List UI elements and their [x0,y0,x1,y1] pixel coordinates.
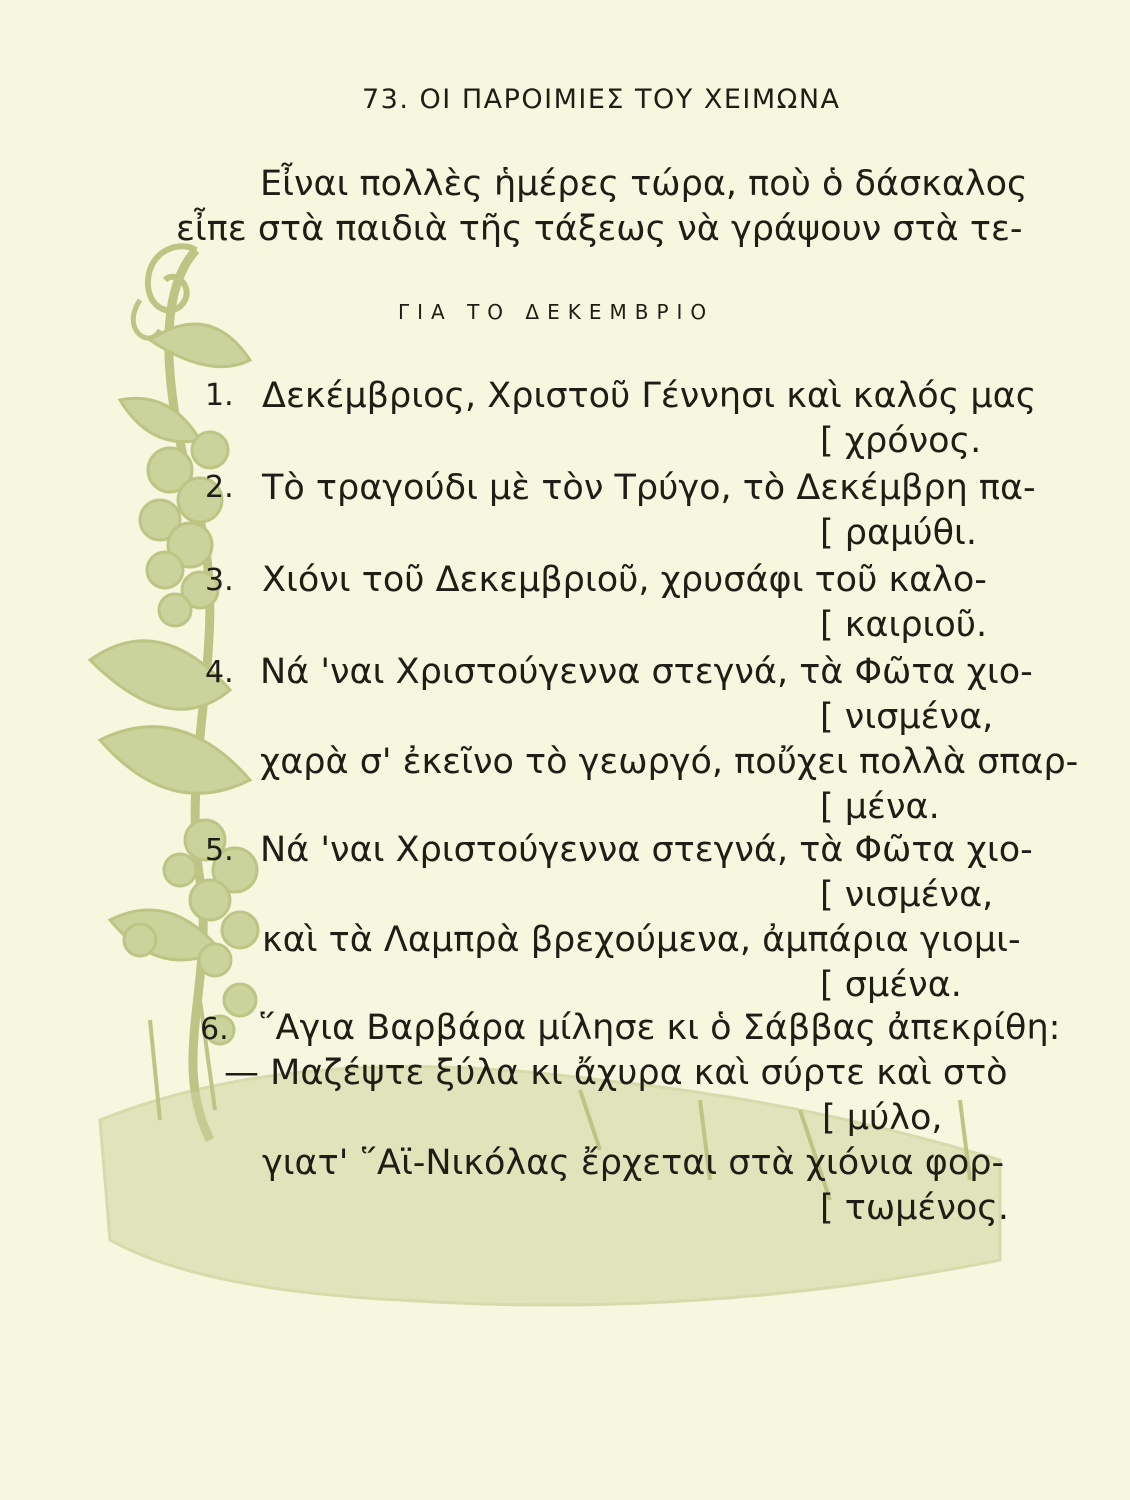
proverb-4-number: 4. [205,655,234,690]
proverb-6-number: 6. [200,1012,229,1047]
proverb-4-line-2: [ νισμένα, [820,697,994,737]
intro-line-2: εἶπε στὰ παιδιὰ τῆς τάξεως νὰ γράψουν στὰ τε- [176,209,1023,249]
proverb-6-line-3: [ μύλο, [822,1098,943,1138]
proverb-2-continuation: [ ραμύθι. [820,513,977,553]
proverb-4-continuation: [ μένα. [820,787,940,827]
proverb-4-line-3: χαρὰ σ' ἐκεῖνο τὸ γεωργό, ποὔχει πολλὰ σπαρ- [260,742,1079,782]
proverb-1-line-1: Δεκέμβριος, Χριστοῦ Γέννησι καὶ καλός μας [262,376,1037,416]
section-title: ΓΙΑ ΤΟ ΔΕΚΕΜΒΡΙΟ [398,300,715,324]
proverb-5-line-1: Νά 'ναι Χριστούγεννα στεγνά, τὰ Φῶτα χιο- [260,830,1033,870]
intro-line-1: Εἶναι πολλὲς ἡμέρες τώρα, ποὺ ὁ δάσκαλος [260,164,1028,204]
proverb-5-continuation: [ σμένα. [820,965,962,1005]
proverb-6-continuation: [ τωμένος. [820,1188,1009,1228]
proverb-3-continuation: [ καιριοῦ. [820,605,988,645]
proverb-5-number: 5. [205,833,234,868]
proverb-2-line-1: Τὸ τραγούδι μὲ τὸν Τρύγο, τὸ Δεκέμβρη πα- [262,468,1036,508]
proverb-1-continuation: [ χρόνος. [820,421,982,461]
chapter-title: 73. ΟΙ ΠΑΡΟΙΜΙΕΣ ΤΟΥ ΧΕΙΜΩΝΑ [362,84,841,115]
proverb-4-line-1: Νά 'ναι Χριστούγεννα στεγνά, τὰ Φῶτα χιο- [260,652,1033,692]
proverb-3-line-1: Χιόνι τοῦ Δεκεμβριοῦ, χρυσάφι τοῦ καλο- [262,560,987,600]
proverb-3-number: 3. [205,563,234,598]
proverb-6-line-1: ῞Αγια Βαρβάρα μίλησε κι ὁ Σάββας ἀπεκρίθη: [258,1008,1061,1048]
proverb-1-number: 1. [205,378,234,413]
proverb-5-line-3: καὶ τὰ Λαμπρὰ βρεχούμενα, ἀμπάρια γιομι- [262,920,1021,960]
proverb-6-line-2: — Μαζέψτε ξύλα κι ἄχυρα καὶ σύρτε καὶ στὸ [224,1053,1008,1093]
proverb-5-line-2: [ νισμένα, [820,875,994,915]
proverb-2-number: 2. [205,470,234,505]
proverb-6-line-4: γιατ' ῞Αϊ-Νικόλας ἔρχεται στὰ χιόνια φορ- [262,1143,1005,1183]
